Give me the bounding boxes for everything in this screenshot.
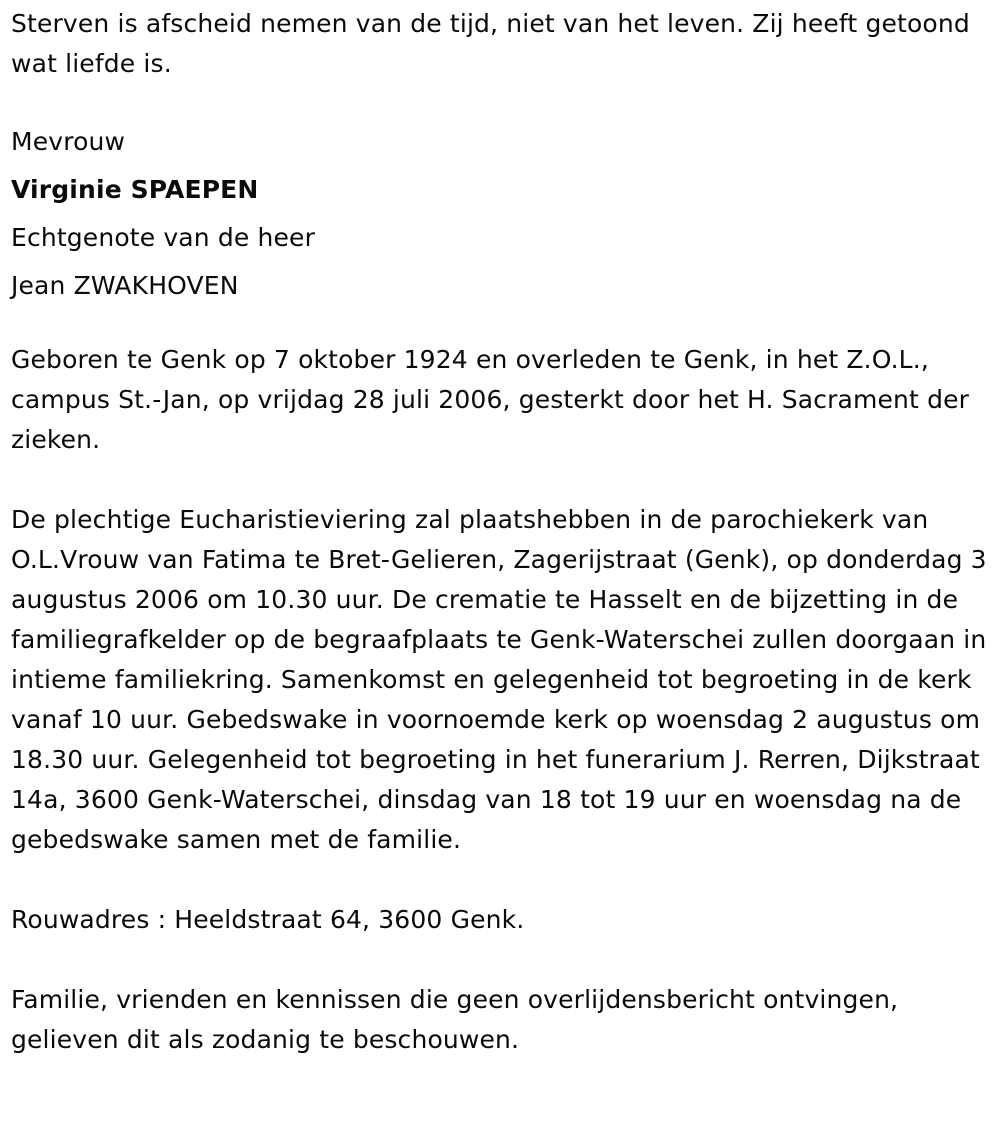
mourning-address: Rouwadres : Heeldstraat 64, 3600 Genk. bbox=[11, 905, 525, 934]
title-prefix: Mevrouw bbox=[11, 127, 126, 156]
deceased-name: Virginie SPAEPEN bbox=[11, 175, 259, 204]
obituary-notice bbox=[11, 4, 991, 1060]
birth-death-paragraph: Geboren te Genk op 7 oktober 1924 en overleden te Genk, in het Z.O.L., campus St.-Jan, op vrijdag 28 juli 2006, gesterkt door het H. Sacrament der zieken. bbox=[11, 345, 970, 454]
spouse-relation: Echtgenote van de heer bbox=[11, 223, 315, 252]
closing-note: Familie, vrienden en kennissen die geen overlijdensbericht ontvingen, gelieven dit als zodanig te beschouwen. bbox=[11, 985, 899, 1054]
opening-quote: Sterven is afscheid nemen van de tijd, niet van het leven. Zij heeft getoond wat liefde is. bbox=[11, 9, 970, 78]
ceremony-paragraph: De plechtige Eucharistieviering zal plaatshebben in de parochiekerk van O.L.Vrouw van Fatima te Bret-Gelieren, Zagerijstraat (Genk), op donderdag 3 augustus 2006 om 10.30 uur. De crematie te Hasselt en de bijzetting in de familiegrafkelder op de begraafplaats te Genk-Waterschei zullen doorgaan in intieme familiekring. Samenkomst en gelegenheid tot begroeting in de kerk vanaf 10 uur. Gebedswake in voornoemde kerk op woensdag 2 augustus om 18.30 uur. Gelegenheid tot begroeting in het funerarium J. Rerren, Dijkstraat 14a, 3600 Genk-Waterschei, dinsdag van 18 tot 19 uur en woensdag na de gebedswake samen met de familie. bbox=[11, 505, 987, 854]
spouse-name: Jean ZWAKHOVEN bbox=[11, 271, 239, 300]
name-block bbox=[11, 118, 991, 310]
